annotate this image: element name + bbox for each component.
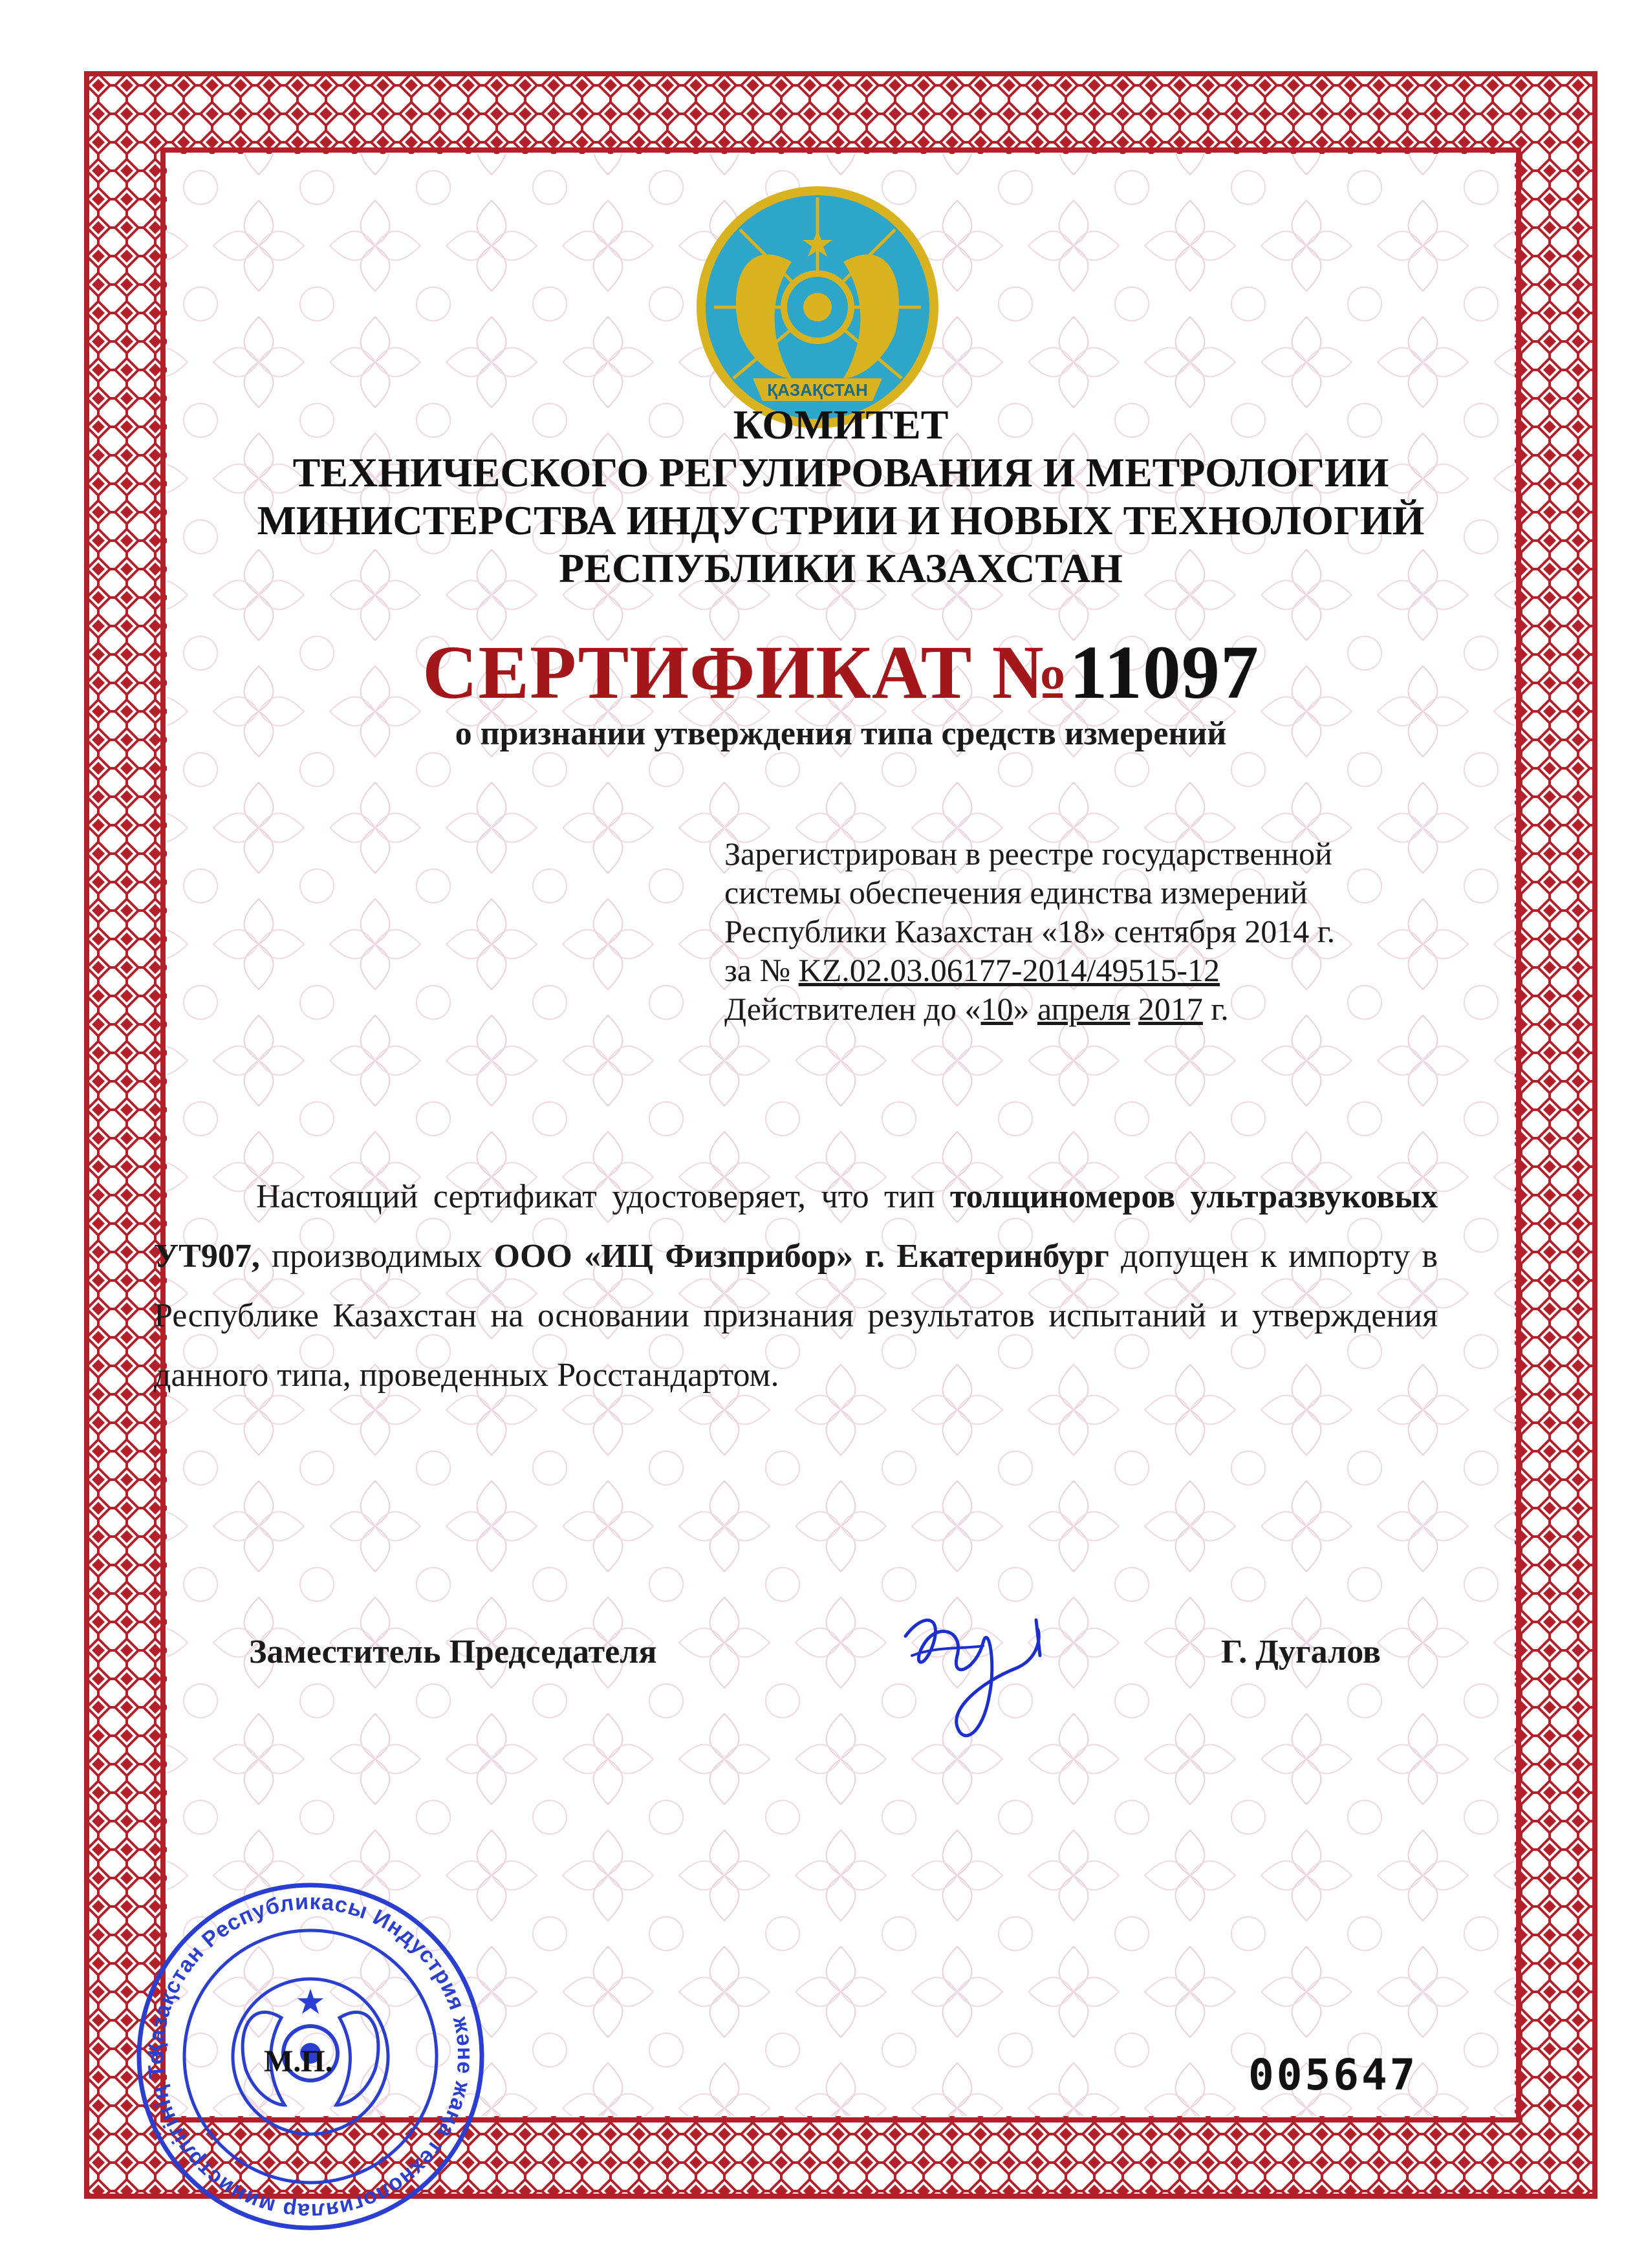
registry-number-prefix: за № [724, 952, 799, 988]
certificate-word: СЕРТИФИКАТ № [422, 630, 1070, 715]
certificate-body [154, 1167, 1438, 1405]
stamp-mp-label: М.П. [264, 2044, 333, 2079]
certificate-subtitle: о признании утверждения типа средств измерений [455, 715, 1227, 752]
valid-year: 2017 [1138, 991, 1203, 1027]
certificate-number: 11097 [1069, 630, 1259, 715]
valid-month: апреля [1037, 991, 1131, 1027]
signatory-position: Заместитель Председателя [249, 1634, 657, 1670]
body-part-1: Настоящий сертификат удостоверяет, что тип [256, 1178, 950, 1215]
signature-row [249, 1633, 1381, 1672]
valid-mid: » [1013, 991, 1037, 1027]
body-part-2: производимых [259, 1238, 494, 1275]
body-device-type: толщиномеров ультразвуковых УТ907, [154, 1178, 1438, 1275]
registry-line-1: Зарегистрирован в реестре государственной [724, 836, 1332, 872]
registry-number: KZ.02.03.06177-2014/49515-12 [798, 952, 1220, 988]
valid-suffix: г. [1202, 991, 1229, 1027]
committee-line-2: ТЕХНИЧЕСКОГО РЕГУЛИРОВАНИЯ И МЕТРОЛОГИИ [292, 449, 1389, 495]
body-manufacturer: ООО «ИЦ Физприбор» г. Екатеринбург [493, 1238, 1109, 1275]
valid-day: 10 [980, 991, 1013, 1027]
committee-line-4: РЕСПУБЛИКИ КАЗАХСТАН [559, 545, 1123, 591]
handwritten-signature-icon [886, 1584, 1067, 1759]
valid-prefix: Действителен до « [724, 991, 981, 1027]
committee-line-1: КОМИТЕТ [733, 402, 949, 448]
emblem-ribbon-text: ҚАЗАҚСТАН [767, 380, 868, 400]
registry-line-4 [724, 951, 1468, 989]
committee-line-3: МИНИСТЕРСТВА ИНДУСТРИИ И НОВЫХ ТЕХНОЛОГИЙ [257, 497, 1425, 543]
registry-block [724, 834, 1468, 1028]
body-part-3: допущен к импорту в Республике Казахстан на основании признания результатов испытаний и утверждения данного типа, проведенных Росстандартом. [154, 1238, 1438, 1394]
registry-valid-until [724, 989, 1468, 1028]
valid-space [1130, 991, 1138, 1027]
signatory-name: Г. Дугалов [1220, 1634, 1381, 1670]
certificate-title [168, 631, 1513, 715]
stamp-outer-text: Қазақстан Республикасы Индустрия және жаңа технологиялар министрлігінің Те [143, 1889, 478, 2224]
state-emblem-icon [695, 184, 940, 430]
committee-header [168, 401, 1513, 592]
registry-line-3: Республики Казахстан «18» сентября 2014 г. [724, 913, 1336, 949]
registry-line-2: системы обеспечения единства измерений [724, 874, 1308, 911]
serial-number: 005647 [1248, 2050, 1418, 2100]
